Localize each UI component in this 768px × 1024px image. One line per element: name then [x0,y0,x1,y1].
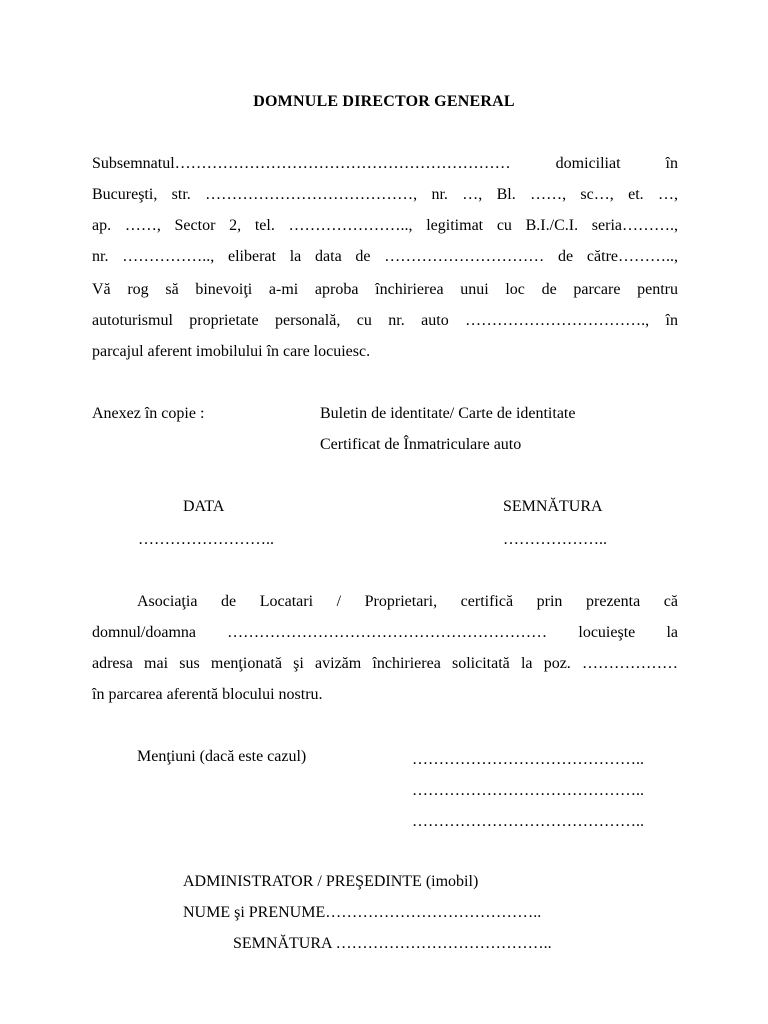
paragraph1-line-4: nr. …………….., eliberat la data de ………………………… de către……….., [92,248,678,265]
annex-item: Certificat de Înmatriculare auto [320,436,522,453]
paragraph1-line-6: autoturismul proprietate personală, cu nr. auto ……………………………., în [92,312,678,329]
date-label: DATA [183,498,225,515]
paragraph2-line-1: Asociaţia de Locatari / Proprietari, certifică prin prezenta că [137,593,678,610]
paragraph2-line-4: în parcarea aferentă blocului nostru. [92,686,323,703]
mentions-line: …………………………………….. [412,813,644,830]
annex-label: Anexez în copie : [92,405,205,422]
admin-signature-line: SEMNĂTURA ………………………………….. [233,935,552,952]
paragraph1-line-7: parcajul aferent imobilului în care locuiesc. [92,343,371,360]
paragraph2-line-2: domnul/doamna …………………………………………………… locuieşte la [92,624,678,641]
mentions-label: Menţiuni (dacă este cazul) [137,748,307,765]
paragraph1-line-3: ap. ……, Sector 2, tel. ………………….., legitimat cu B.I./C.I. seria………., [92,217,678,234]
paragraph1-line-1: Subsemnatul……………………………………………………… domiciliat în [92,155,678,172]
mentions-line: …………………………………….. [412,782,644,799]
admin-name-line: NUME şi PRENUME………………………………….. [183,904,542,921]
annex-item: Buletin de identitate/ Carte de identitate [320,405,576,422]
date-field-dots: …………………….. [138,531,274,548]
signature-field-dots: ……………….. [503,531,607,548]
admin-role-title: ADMINISTRATOR / PREŞEDINTE (imobil) [183,873,479,890]
mentions-line: …………………………………….. [412,751,644,768]
paragraph2-line-3: adresa mai sus menţionată şi avizăm închirierea solicitată la poz. ……………… [92,655,678,672]
signature-label: SEMNĂTURA [503,498,603,515]
paragraph1-line-2: Bucureşti, str. …………………………………, nr. …, Bl. ……, sc…, et. …, [92,186,678,203]
paragraph1-line-5: Vă rog să binevoiţi a-mi aproba închirierea unui loc de parcare pentru [92,281,678,298]
document-title: DOMNULE DIRECTOR GENERAL [253,93,515,110]
